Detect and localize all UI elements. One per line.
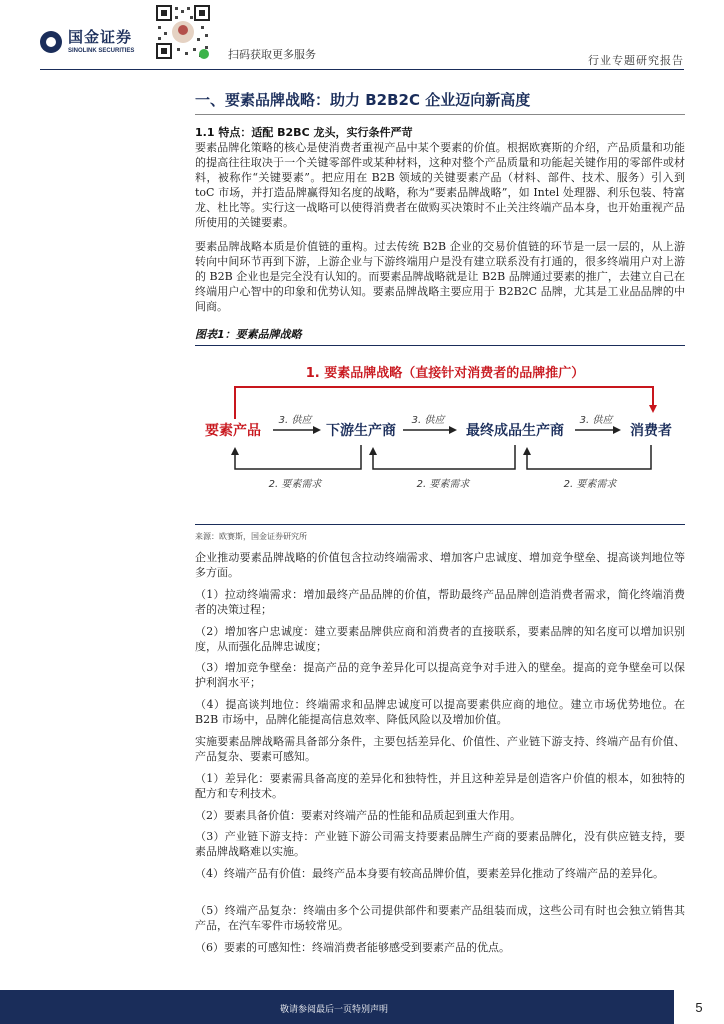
node-element-product: 要素产品: [205, 423, 261, 439]
report-type-label: 行业专题研究报告: [588, 54, 684, 67]
diagram-top-label: 1. 要素品牌战略（直接针对消费者的品牌推广）: [305, 366, 585, 381]
demand-label-2: 2. 要素需求: [416, 479, 470, 490]
qr-code-icon[interactable]: [155, 4, 211, 60]
paragraph: （1）拉动终端需求：增加最终产品品牌的价值，帮助最终产品品牌创造消费者需求，简化终端消费者的决策过程；: [195, 588, 685, 616]
header-divider: [40, 69, 684, 70]
node-final-producer: 最终成品生产商: [466, 423, 564, 439]
title-divider: [195, 114, 685, 115]
paragraph: 要素品牌战略本质是价值链的重构。过去传统 B2B 企业的交易价值链的环节是一层一层的，从上游转向中间环节再到下游，上游企业与下游终端用户是没有建立联系没有打通的，很多终端用户对上游的 B2B 企业也是完全没有认知的。而要素品牌战略就是让 B2B 品牌通过要素的推广，去建立自己在终端用户心智中的印象和优势认知。要素品牌战略主要应用于 B2B2C 品牌，尤其是工业品品牌的中间商。: [195, 240, 685, 313]
paragraph: （3）产业链下游支持：产业链下游公司需支持要素品牌生产商的要素品牌化，没有供应链支持，要素品牌战略难以实施。: [195, 830, 685, 858]
figure-source: 来源：欧赛斯，国金证券研究所: [195, 532, 307, 541]
paragraph: （2）要素具备价值：要素对终端产品的性能和品质起到重大作用。: [195, 809, 521, 822]
paragraph: （3）增加竞争壁垒：提高产品的竞争差异化可以提高竞争对手进入的壁垒。提高的竞争壁垒可以保护利润水平；: [195, 661, 685, 689]
supply-label-3: 3. 供应: [579, 415, 613, 426]
logo-mark-icon: [40, 31, 62, 53]
qr-caption: 扫码获取更多服务: [228, 48, 316, 61]
demand-loop-2: [373, 445, 515, 469]
node-downstream-producer: 下游生产商: [326, 423, 396, 439]
node-consumer: 消费者: [630, 423, 672, 439]
supply-label-1: 3. 供应: [278, 415, 312, 426]
page-header: [0, 0, 724, 72]
section-title: 一、要素品牌战略：助力 B2B2C 企业迈向新高度: [195, 91, 531, 109]
company-logo[interactable]: [40, 30, 134, 54]
demand-label-3: 2. 要素需求: [563, 479, 617, 490]
element-brand-diagram: [195, 347, 685, 523]
figure-top-rule: [195, 345, 685, 346]
paragraph: （4）终端产品有价值：最终产品本身要有较高品牌价值，要素差异化推动了终端产品的差异化。: [195, 867, 664, 880]
paragraph: （2）增加客户忠诚度：建立要素品牌供应商和消费者的直接联系，要素品牌的知名度可以增加识别度，从而强化品牌忠诚度；: [195, 625, 685, 653]
subsection-title: 1.1 特点：适配 B2BC 龙头，实行条件严苛: [195, 126, 413, 139]
figure-title: 图表1：要素品牌战略: [195, 328, 302, 341]
paragraph: （5）终端产品复杂：终端由多个公司提供部件和要素产品组装而成，这些公司有时也会独立销售其产品，在汽车零件市场较常见。: [195, 904, 685, 932]
paragraph: 企业推动要素品牌战略的价值包含拉动终端需求、增加客户忠诚度、增加竞争壁垒、提高谈判地位等多方面。: [195, 551, 685, 579]
supply-label-2: 3. 供应: [411, 415, 445, 426]
logo-name-en: SINOLINK SECURITIES: [68, 48, 135, 54]
paragraph: （1）差异化：要素需具备高度的差异化和独特性，并且这种差异是创造客户价值的根本，如独特的配方和专利技术。: [195, 772, 685, 800]
paragraph: 实施要素品牌战略需具备部分条件，主要包括差异化、价值性、产业链下游支持、终端产品有价值、产品复杂、要素可感知。: [195, 735, 685, 763]
footer-disclaimer-note[interactable]: 敬请参阅最后一页特别声明: [280, 1005, 389, 1015]
paragraph: 要素品牌化策略的核心是使消费者重视产品中某个要素的价值。根据欧赛斯的介绍，产品质量和功能的提高往往取决于一个关键零部件或某种材料，这种对整个产品质量和功能起关键作用的零部件或材料，被称作“关键要素”。把应用在 B2B 领域的关键要素产品（材料、部件、技术、服务）引入到 toC 市场，并打造品牌赢得知名度的战略，称为“要素品牌战略”，如 Intel 处理器、利乐包装、特富龙、杜比等。实行这一战略可以使得消费者在做购买决策时不止关注终端产品本身，也开始重视产品所使用的关键要素。: [195, 141, 685, 229]
page-number: 5: [674, 990, 724, 1024]
demand-loop-1: [235, 445, 361, 469]
logo-name-cn: 国金证券: [68, 28, 133, 46]
paragraph: （4）提高谈判地位：终端需求和品牌忠诚度可以提高要素供应商的地位。建立市场优势地位。在 B2B 市场中，品牌化能提高信息效率、降低风险以及增加价值。: [195, 698, 685, 726]
paragraph: （6）要素的可感知性：终端消费者能够感受到要素产品的优点。: [195, 941, 510, 954]
demand-label-1: 2. 要素需求: [268, 479, 322, 490]
figure-bottom-rule: [195, 524, 685, 525]
demand-loop-3: [527, 445, 651, 469]
